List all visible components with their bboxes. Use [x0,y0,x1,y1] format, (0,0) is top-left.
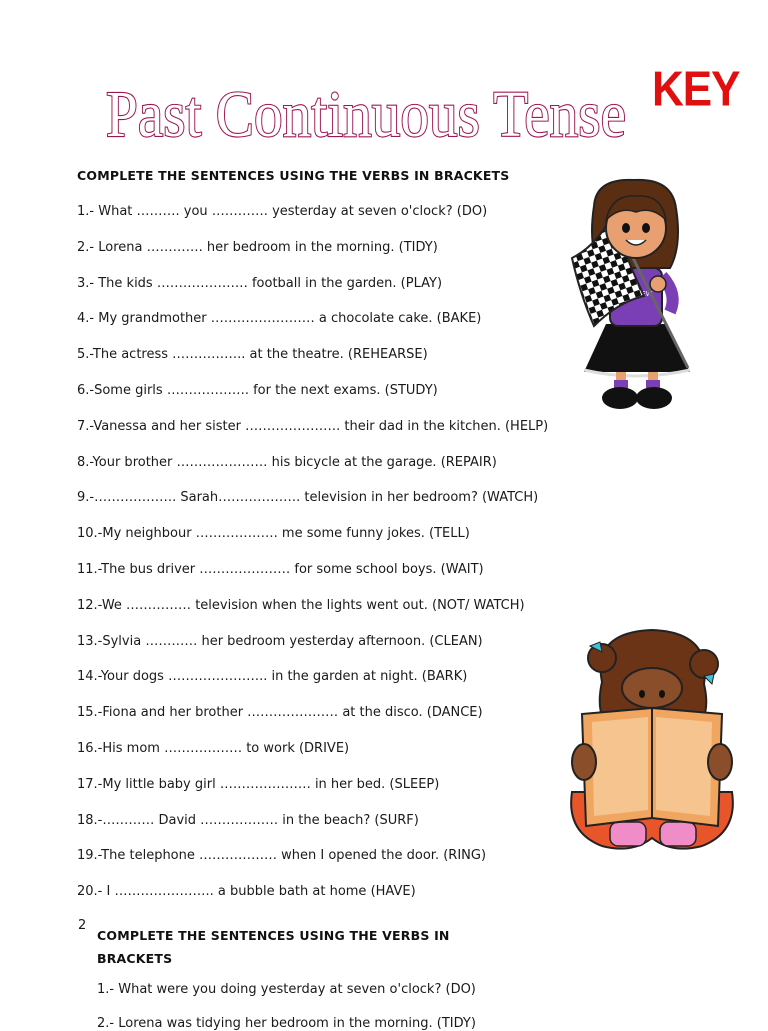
sentence-item: 12.-We …………… television when the lights went out. (NOT/ WATCH) [77,597,525,613]
sentence-item: 3.- The kids ………………… football in the garden. (PLAY) [77,275,443,291]
sentence-item: 2.- Lorena …………. her bedroom in the morning. (TIDY) [77,239,438,255]
sentence-item: 10.-My neighbour ………………. me some funny jokes. (TELL) [77,526,470,542]
sentence-item: 20.- I ………………….. a bubble bath at home (HAVE) [77,884,416,900]
section2-instruction: COMPLETE THE SENTENCES USING THE VERBS IN BRACKETS [97,928,450,966]
section2-answer-item: 2.- Lorena was tidying her bedroom in the morning. (TIDY) [97,1016,476,1031]
key-label: KEY [652,62,740,117]
sentence-item: 1.- What ………. you …………. yesterday at seven o'clock? (DO) [77,204,488,219]
sentence-item: 16.-His mom ……………… to work (DRIVE) [77,740,350,756]
sentence-list [77,200,557,916]
section2-answer-item: 1.- What were you doing yesterday at seven o'clock? (DO) [97,982,476,997]
sentence-item: 19.-The telephone ……………… when I opened the door. (RING) [77,848,487,864]
sentence-item: 14.-Your dogs ………………….. in the garden at night. (BARK) [77,669,468,685]
sentence-item: 18.-………… David ……………… in the beach? (SURF) [77,812,419,828]
sentence-item: 6.-Some girls ………………. for the next exams. (STUDY) [77,382,438,398]
sentence-item: 17.-My little baby girl ………………… in her bed. (SLEEP) [77,776,440,792]
section2-number: 2 [78,918,87,933]
sentence-item: 9.-………………. Sarah………………. television in her bedroom? (WATCH) [77,490,539,506]
sentence-item: 8.-Your brother ………………… his bicycle at the garage. (REPAIR) [77,454,497,470]
girl-reading-illustration [562,622,744,862]
girl-with-flag-illustration [566,176,706,414]
sentence-item: 11.-The bus driver ………………… for some school boys. (WAIT) [77,561,484,577]
worksheet-title [104,72,644,152]
sentence-item: 5.-The actress …………….. at the theatre. (REHEARSE) [77,347,428,363]
title-text: Past Continuous Tense [106,78,626,151]
sentence-item: 7.-Vanessa and her sister …………………. their dad in the kitchen. (HELP) [77,418,549,434]
section1-instruction: COMPLETE THE SENTENCES USING THE VERBS IN BRACKETS [77,168,510,183]
sentence-item: 15.-Fiona and her brother ………………… at the disco. (DANCE) [77,705,483,721]
sentence-item: 13.-Sylvia ………… her bedroom yesterday afternoon. (CLEAN) [77,633,483,649]
sentence-item: 4.- My grandmother …………………… a chocolate cake. (BAKE) [77,311,482,327]
